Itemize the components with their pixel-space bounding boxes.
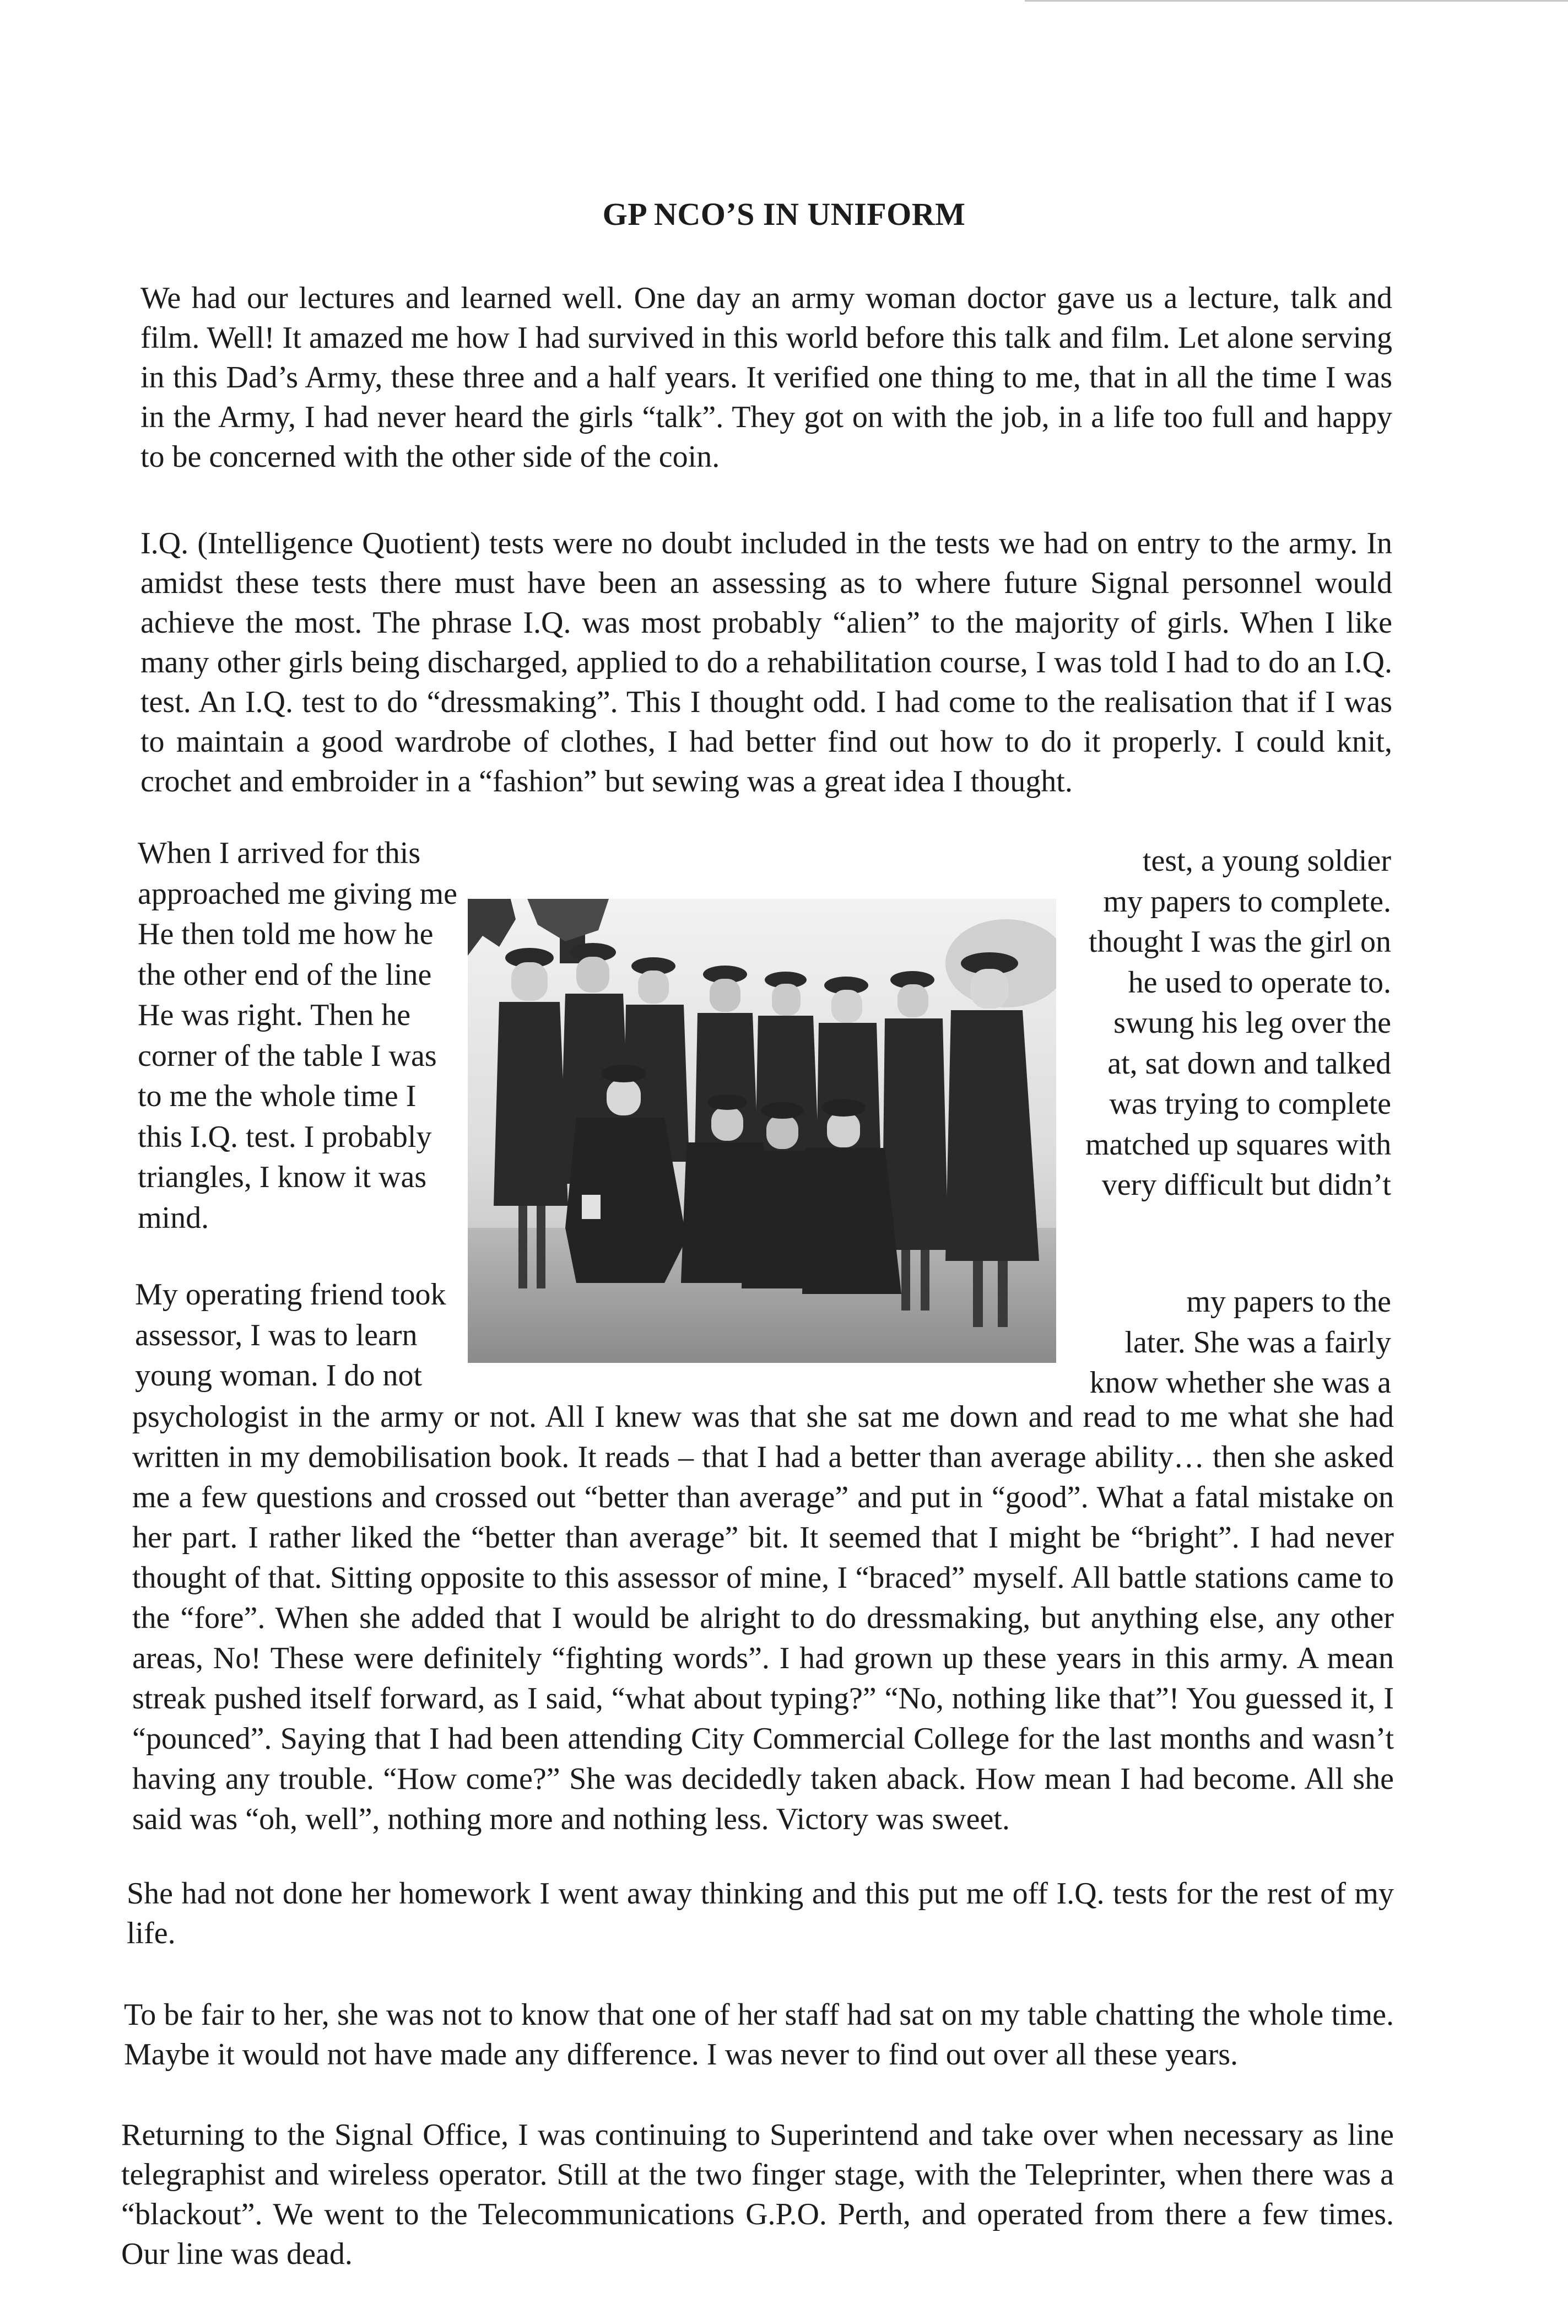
paragraph-1: We had our lectures and learned well. One day an army woman doctor gave us a lecture, talk and film. Well! It amazed me how I had survived in this world before this talk and film. Let alone serving in this Dad’s Army, these three and a half years. It verified one thing to me, that in all the time I was in the Army, I had never heard the girls “talk”. They got on with the job, in a life too full and happy to be concerned with the other side of the coin. <box>140 281 1392 474</box>
paragraph-5: To be fair to her, she was not to know that one of her staff had sat on my table chatting the whole time. Maybe it would not have made any difference. I was never to find out over all these years. <box>124 1998 1394 2072</box>
paragraph-3: psychologist in the army or not. All I knew was that she sat me down and read to me what she had written in my demobilisation book. It reads – that I had a better than average ability… then she asked me a few questions and crossed out “better than average” and put in “good”. What a fatal mistake on her part. I rather liked the “better than average” bit. It seemed that I might be “bright”. I had never thought of that. Sitting opposite to this assessor of mine, I “braced” myself. All battle stations came to the “fore”. When she added that I would be alright to do dressmaking, but anything else, any other areas, No! These were definitely “fighting words”. I had grown up these years in this army. A mean streak pushed itself forward, as I said, “what about typing?” “No, nothing like that”! You guessed it, I “pounced”. Saying that I had been attending City Commercial College for the last months and wasn’t having any trouble. “How come?” She was decidedly taken aback. How mean I had become. All she said was “oh, well”, nothing more and nothing less. Victory was sweet. <box>132 1400 1394 1836</box>
wrap-right-line: test, a young soldier <box>1142 844 1391 878</box>
top-edge-rule <box>1025 0 1568 2</box>
wrap-right-line: swung his leg over the <box>1113 1006 1391 1040</box>
wrap-right-line: was trying to complete <box>1109 1087 1391 1121</box>
wrap-right-line: matched up squares with <box>1085 1127 1392 1162</box>
paragraph-6: Returning to the Signal Office, I was continuing to Superintend and take over when necessary as line telegraphist and wireless operator. Still at the two finger stage, with the Teleprinter, when there was a “blackout”. We went to the Telecommunications G.P.O. Perth, and operated from there a few times. Our line was dead. <box>121 2118 1394 2271</box>
wrap-right-column-1 <box>1085 841 1391 1206</box>
wrap-left-line: He then told me how he <box>138 917 434 951</box>
wrap-left-line: young woman. I do not <box>135 1358 423 1393</box>
wrap-left-line: this I.Q. test. I probably <box>138 1119 432 1154</box>
wrap-left-line: the other end of the line <box>138 957 432 992</box>
wrap-right-line: very difficult but didn’t <box>1101 1168 1391 1202</box>
wrap-left-line: approached me giving me <box>138 876 458 911</box>
wrap-left-column-1 <box>138 833 457 1238</box>
paragraph-4: She had not done her homework I went away thinking and this put me off I.Q. tests for the rest of my life. <box>127 1877 1394 1950</box>
wrap-right-line: my papers to complete. <box>1103 884 1391 919</box>
group-photo-image <box>466 897 1058 1365</box>
wrap-left-line: He was right. Then he <box>138 998 411 1032</box>
wrap-right-line: know whether she was a <box>1089 1366 1391 1400</box>
wrap-right-line: at, sat down and talked <box>1107 1046 1391 1081</box>
wrap-right-line: my papers to the <box>1186 1285 1391 1319</box>
wrap-left-column-2 <box>135 1275 446 1396</box>
page-title: GP NCO’S IN UNIFORM <box>602 196 966 232</box>
paragraph-2: I.Q. (Intelligence Quotient) tests were no doubt included in the tests we had on entry to the army. In amidst these tests there must have been an assessing as to where future Signal personnel would achieve the most. The phrase I.Q. was most probably “alien” to the majority of girls. When I like many other girls being discharged, applied to do a rehabilitation course, I was told I had to do an I.Q. test. An I.Q. test to do “dressmaking”. This I thought odd. I had come to the realisation that if I was to maintain a good wardrobe of clothes, I had better find out how to do it properly. I could knit, crochet and embroider in a “fashion” but sewing was a great idea I thought. <box>140 526 1392 799</box>
wrap-left-line: assessor, I was to learn <box>135 1318 418 1352</box>
wrap-right-column-2 <box>1085 1282 1391 1404</box>
wrap-right-line: later. She was a fairly <box>1124 1325 1391 1360</box>
wrap-left-line: mind. <box>138 1200 209 1235</box>
wrap-right-line: he used to operate to. <box>1128 965 1391 1000</box>
wrap-left-line: to me the whole time I <box>138 1079 417 1113</box>
wrap-left-line: When I arrived for this <box>138 836 421 870</box>
group-photo <box>466 897 1058 1365</box>
wrap-left-line: triangles, I know it was <box>138 1160 427 1194</box>
wrap-right-line: thought I was the girl on <box>1088 925 1391 959</box>
wrap-left-line: My operating friend took <box>135 1277 446 1312</box>
wrap-left-line: corner of the table I was <box>138 1038 437 1073</box>
